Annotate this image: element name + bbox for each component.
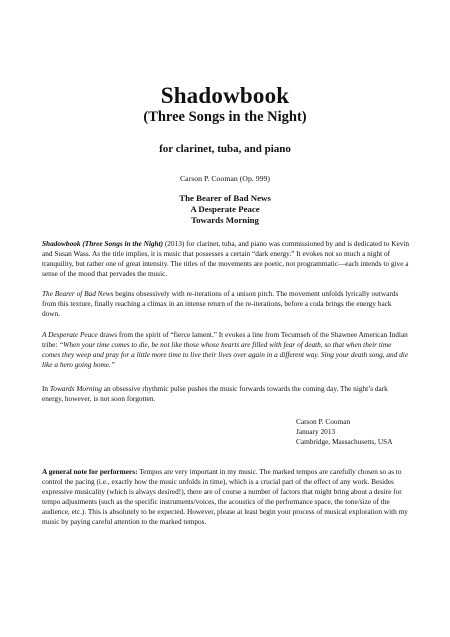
- paragraph-text: draws from the spirit of “fierce lament.” It evokes a line from Tecumseh of the Shawnee American Indian tribe:: [42, 330, 408, 349]
- page-subtitle: (Three Songs in the Night): [143, 109, 307, 125]
- signature-date: January 2013: [296, 427, 336, 436]
- program-note-paragraph: [42, 289, 410, 319]
- movement-item: The Bearer of Bad News: [179, 193, 271, 203]
- performer-note-text: Tempos are very important in my music. The marked tempos are carefully chosen so as to control the pacing (i.e., exactly how the music unfolds in time), which is a crucial part of the effect of any work. Besides expressive musicality (which is always desired!), there are of course a number of factors that might bring about a desire for tempo adjustments (such as the specific instruments/voices, the acoustics of the performance space, the tone/size of the audience, etc.). This is absolutely to be expected. However, please at least begin your process of musical exploration with my music by paying careful attention to the marked tempos.: [42, 467, 408, 526]
- movement-item: A Desperate Peace: [190, 204, 260, 214]
- movement-title-inline: A Desperate Peace: [42, 330, 98, 339]
- movement-title-inline: The Bearer of Bad News: [42, 289, 114, 298]
- performer-note: [42, 467, 410, 527]
- paragraph-text: begins obsessively with re-iterations of a unison pitch. The movement unfolds lyrically outwards from this texture, finally reaching a climax in an intense return of the re-iterations, before a coda brings the energy back down.: [42, 289, 399, 318]
- paragraph-prefix: In: [42, 384, 50, 393]
- composer-credit: Carson P. Cooman (Op. 999): [179, 174, 271, 183]
- instrumentation: for clarinet, tuba, and piano: [159, 143, 291, 155]
- signature-place: Cambridge, Massachusetts, USA: [296, 437, 393, 446]
- paragraph-text: an obsessive rhythmic pulse pushes the music forwards towards the coming day. The night’s dark energy, however, is not soon forgotten.: [42, 384, 388, 403]
- movement-title-inline: Towards Morning: [49, 384, 102, 393]
- program-note-paragraph: [42, 239, 410, 279]
- work-title-inline: Shadowbook (Three Songs in the Night): [42, 239, 164, 248]
- program-note-paragraph: [42, 330, 410, 370]
- signature-name: Carson P. Cooman: [296, 417, 351, 426]
- program-note-paragraph: [42, 384, 410, 404]
- quotation: “When your time comes to die, be not like those whose hearts are filled with fear of death, so that when their time comes they weep and pray for a little more time to live their lives over again in a different way. Sing your death song, and die like a hero going home.”: [42, 339, 409, 369]
- page-title: Shadowbook: [160, 83, 290, 108]
- movement-list: [0, 193, 450, 226]
- performer-note-heading: A general note for performers:: [42, 467, 138, 476]
- signature-block: [296, 417, 392, 447]
- movement-item: Towards Morning: [191, 215, 259, 225]
- paragraph-text: (2013) for clarinet, tuba, and piano was commissioned by and is dedicated to Kevin and Susan Wass. As the title implies, it is music that possesses a certain “dark energy.” It evokes not so much a night of tranquility, but rather one of great intensity. The titles of the movements are poetic, not programmatic—each intends to give a sense of the mood that pervades the music.: [42, 239, 410, 278]
